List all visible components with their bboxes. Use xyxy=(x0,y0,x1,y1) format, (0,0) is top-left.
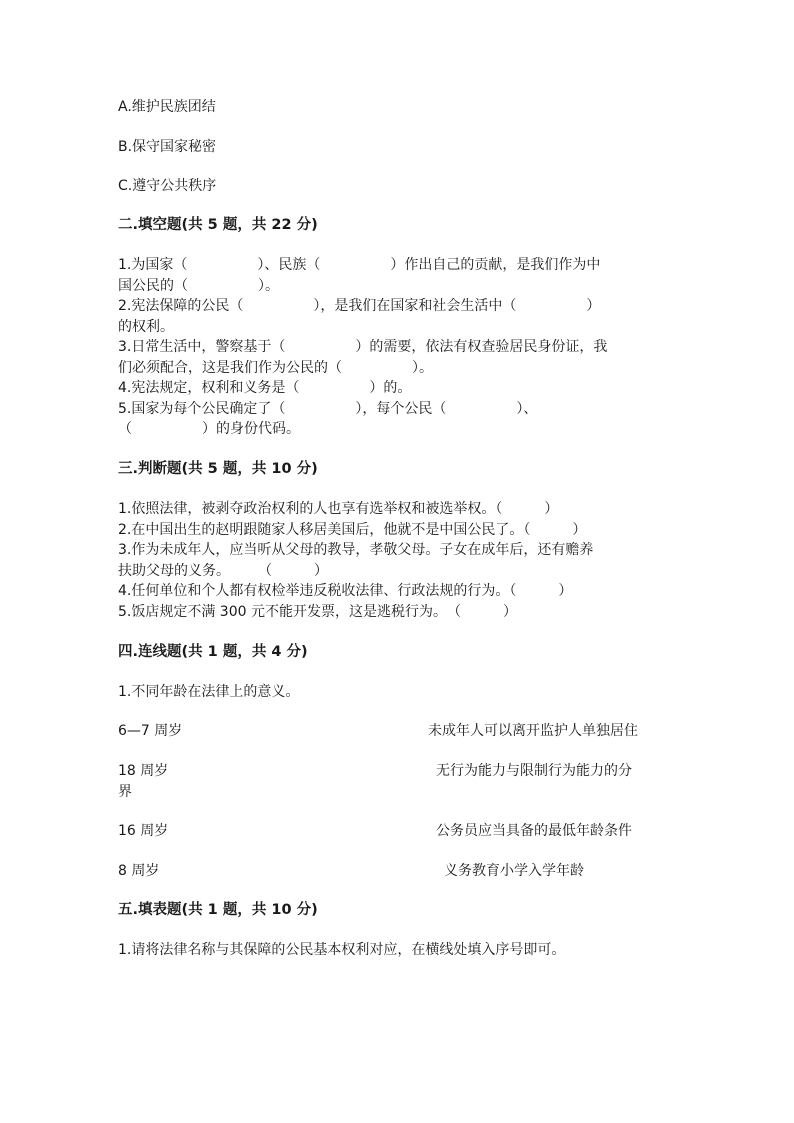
judge-q3-line2: 扶助父母的义务。 （ ） xyxy=(118,562,328,579)
section-4-title: 四.连线题(共 1 题，共 4 分) xyxy=(118,644,308,660)
match-left-item: 6—7 周岁 xyxy=(118,723,183,739)
match-left-item: 18 周岁 xyxy=(118,763,169,779)
section-3-questions xyxy=(118,499,680,622)
option-c: C.遵守公共秩序 xyxy=(118,178,217,194)
option-a: A.维护民族团结 xyxy=(118,99,216,115)
fill-q1-line1: 1.为国家（ ）、民族（ ）作出自己的贡献，是我们作为中 xyxy=(118,257,601,273)
match-right-item: 未成年人可以离开监护人单独居住 xyxy=(428,723,638,739)
fill-q4: 4.宪法规定，权利和义务是（ ）的。 xyxy=(118,380,412,396)
fill-q3-line2: 们必须配合，这是我们作为公民的（ ）。 xyxy=(118,359,433,376)
section-3-title: 三.判断题(共 5 题，共 10 分) xyxy=(118,461,318,477)
section-5-title: 五.填表题(共 1 题，共 10 分) xyxy=(118,902,318,918)
option-b: B.保守国家秘密 xyxy=(118,139,217,155)
match-right-item: 义务教育小学入学年龄 xyxy=(444,863,584,879)
match-left-item: 8 周岁 xyxy=(118,863,160,879)
section-2-questions xyxy=(118,255,680,440)
table-prompt: 1.请将法律名称与其保障的公民基本权利对应，在横线处填入序号即可。 xyxy=(118,942,566,958)
judge-q5: 5.饭店规定不满 300 元不能开发票，这是逃税行为。 （ ） xyxy=(118,603,517,620)
fill-q2-line1: 2.宪法保障的公民（ ），是我们在国家和社会生活中（ ） xyxy=(118,298,601,314)
judge-q3-line1: 3.作为未成年人，应当听从父母的教导，孝敬父母。子女在成年后，还有赡养 xyxy=(118,542,594,558)
match-right-item: 无行为能力与限制行为能力的分 xyxy=(436,763,632,779)
fill-q1-line2: 国公民的（ ）。 xyxy=(118,277,279,294)
fill-q5-line1: 5.国家为每个公民确定了（ ），每个公民（ ）、 xyxy=(118,400,538,417)
fill-q3-line1: 3.日常生活中，警察基于（ ）的需要，依法有权查验居民身份证，我 xyxy=(118,339,608,355)
match-prompt: 1.不同年龄在法律上的意义。 xyxy=(118,684,300,700)
match-left-item: 16 周岁 xyxy=(118,823,169,839)
section-2-title: 二.填空题(共 5 题，共 22 分) xyxy=(118,217,318,233)
judge-q4: 4.任何单位和个人都有权检举违反税收法律、行政法规的行为。（ ） xyxy=(118,583,573,599)
judge-q2: 2.在中国出生的赵明跟随家人移居美国后，他就不是中国公民了。（ ） xyxy=(118,521,587,538)
match-right-item: 公务员应当具备的最低年龄条件 xyxy=(436,823,632,839)
fill-q2-line2: 的权利。 xyxy=(118,318,174,335)
match-right-item-wrap: 界 xyxy=(118,784,132,800)
fill-q5-line2: （ ）的身份代码。 xyxy=(118,421,300,437)
judge-q1: 1.依照法律，被剥夺政治权利的人也享有选举权和被选举权。（ ） xyxy=(118,501,559,517)
